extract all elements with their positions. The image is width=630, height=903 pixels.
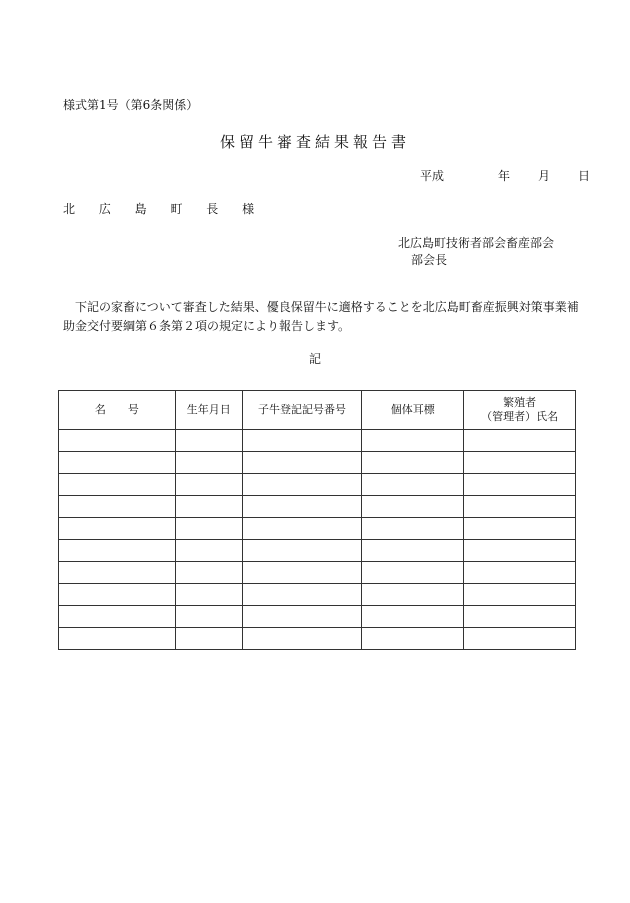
table-cell bbox=[464, 496, 576, 518]
table-cell bbox=[175, 496, 242, 518]
table-cell bbox=[175, 452, 242, 474]
table-row bbox=[59, 584, 576, 606]
table-cell bbox=[242, 430, 362, 452]
table-cell bbox=[59, 606, 176, 628]
table-row bbox=[59, 474, 576, 496]
header-name: 名 号 bbox=[59, 391, 176, 430]
table-cell bbox=[175, 562, 242, 584]
header-ear-tag: 個体耳標 bbox=[362, 391, 464, 430]
document-title: 保留牛審査結果報告書 bbox=[219, 133, 410, 151]
table-row bbox=[59, 562, 576, 584]
table-cell bbox=[464, 584, 576, 606]
table-cell bbox=[362, 628, 464, 650]
date-day: 日 bbox=[577, 169, 590, 183]
table-cell bbox=[59, 496, 176, 518]
table-cell bbox=[362, 562, 464, 584]
table-cell bbox=[362, 452, 464, 474]
table-cell bbox=[242, 562, 362, 584]
table-cell bbox=[242, 606, 362, 628]
table-cell bbox=[362, 540, 464, 562]
table-row bbox=[59, 540, 576, 562]
header-breeder-line2: （管理者）氏名 bbox=[481, 410, 559, 423]
table-cell bbox=[59, 562, 176, 584]
table-cell bbox=[242, 518, 362, 540]
table-cell bbox=[362, 518, 464, 540]
header-registration-number: 子牛登記記号番号 bbox=[242, 391, 362, 430]
table-cell bbox=[464, 430, 576, 452]
table-cell bbox=[464, 452, 576, 474]
header-birthdate: 生年月日 bbox=[175, 391, 242, 430]
table-cell bbox=[242, 584, 362, 606]
table-cell bbox=[175, 430, 242, 452]
table-cell bbox=[362, 430, 464, 452]
table-row bbox=[59, 518, 576, 540]
table-cell bbox=[464, 562, 576, 584]
table-cell bbox=[362, 474, 464, 496]
table-cell bbox=[362, 606, 464, 628]
table-cell bbox=[59, 430, 176, 452]
table-row bbox=[59, 452, 576, 474]
records-table bbox=[58, 390, 576, 650]
table-cell bbox=[464, 628, 576, 650]
table-row bbox=[59, 628, 576, 650]
date-month: 月 bbox=[537, 169, 550, 183]
table-cell bbox=[464, 606, 576, 628]
header-breeder bbox=[464, 391, 576, 430]
header-breeder-line1: 繁殖者 bbox=[503, 396, 537, 409]
table-cell bbox=[464, 540, 576, 562]
table-row bbox=[59, 430, 576, 452]
table-cell bbox=[242, 628, 362, 650]
table-cell bbox=[59, 452, 176, 474]
table-cell bbox=[59, 474, 176, 496]
table-cell bbox=[362, 584, 464, 606]
table-cell bbox=[242, 474, 362, 496]
table-cell bbox=[175, 606, 242, 628]
table-cell bbox=[242, 452, 362, 474]
table-cell bbox=[175, 628, 242, 650]
table-header-row bbox=[59, 391, 576, 430]
table-cell bbox=[59, 584, 176, 606]
table-cell bbox=[464, 518, 576, 540]
table-cell bbox=[242, 496, 362, 518]
table-row bbox=[59, 606, 576, 628]
table-cell bbox=[175, 518, 242, 540]
body-text: 下記の家畜について審査した結果、優良保留牛に適格することを北広島町畜産振興対策事業補助金交付要綱第６条第２項の規定により報告します。 bbox=[63, 300, 579, 333]
date-year: 年 bbox=[497, 169, 510, 183]
addressee: 北 広 島 町 長 様 bbox=[63, 202, 265, 216]
date-line bbox=[420, 167, 590, 184]
table-cell bbox=[59, 518, 176, 540]
table-row bbox=[59, 496, 576, 518]
table-cell bbox=[59, 540, 176, 562]
table-cell bbox=[175, 584, 242, 606]
table-cell bbox=[464, 474, 576, 496]
table-cell bbox=[59, 628, 176, 650]
ki-heading: 記 bbox=[308, 352, 321, 366]
date-era: 平成 bbox=[420, 169, 445, 183]
table-body bbox=[59, 430, 576, 650]
table-cell bbox=[362, 496, 464, 518]
table-cell bbox=[175, 540, 242, 562]
table-cell bbox=[175, 474, 242, 496]
sender-title: 部会長 bbox=[411, 253, 448, 267]
form-number: 様式第1号（第6条関係） bbox=[63, 98, 199, 112]
table-cell bbox=[242, 540, 362, 562]
sender-organization: 北広島町技術者部会畜産部会 bbox=[398, 236, 555, 250]
